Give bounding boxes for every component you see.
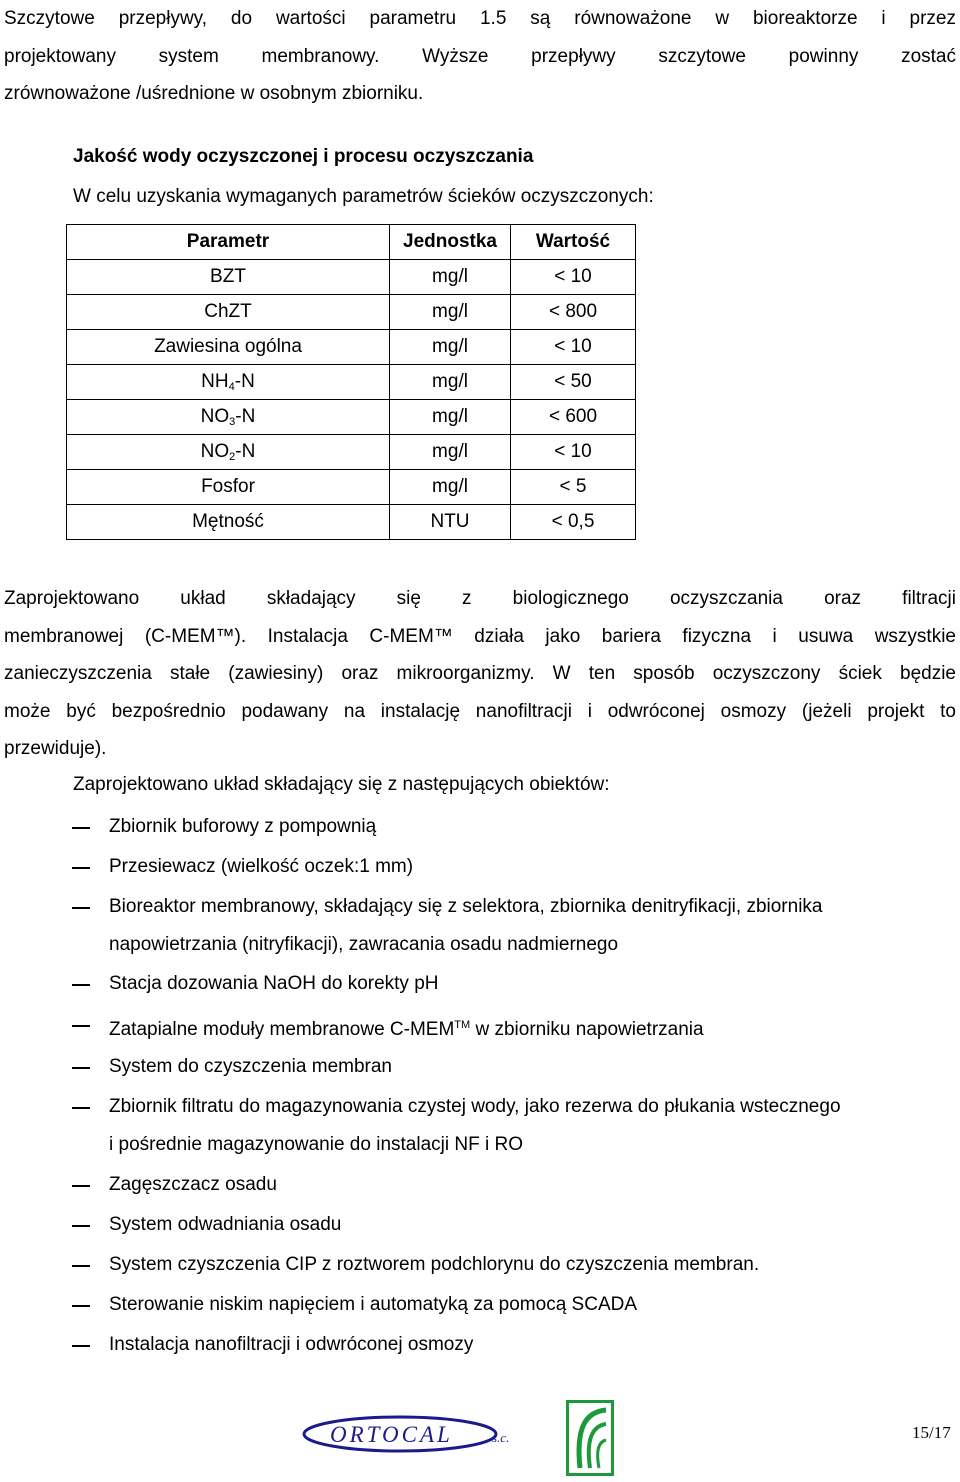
logo-wordmark: ORTOCAL xyxy=(330,1422,453,1447)
list-item xyxy=(109,1286,958,1324)
table-header-row xyxy=(67,225,636,260)
company-mark-icon xyxy=(566,1400,614,1482)
parameter-name: Zawiesina ogólna xyxy=(154,336,302,357)
list-item-line: Bioreaktor membranowy, składający się z selektora, zbiornika denitryfikacji, zbiornika xyxy=(109,896,823,917)
list-item xyxy=(109,1048,958,1086)
list-item-line: System czyszczenia CIP z roztworem podchlorynu do czyszczenia membran. xyxy=(109,1254,760,1275)
table-row xyxy=(67,435,636,470)
cell-parameter xyxy=(67,295,390,330)
list-dash-icon xyxy=(72,1345,90,1347)
list-item-line: i pośrednie magazynowanie do instalacji NF i RO xyxy=(109,1134,523,1155)
list-item-line: w zbiorniku napowietrzania xyxy=(470,1019,704,1040)
logo-suffix: s.c. xyxy=(492,1430,510,1445)
cell-parameter xyxy=(67,470,390,505)
table-row xyxy=(67,295,636,330)
table-row xyxy=(67,260,636,295)
header-unit: Jednostka xyxy=(390,225,511,260)
list-item-line: System do czyszczenia membran xyxy=(109,1056,392,1077)
list-intro: Zaprojektowano układ składający się z następujących obiektów: xyxy=(73,774,610,795)
section-heading: Jakość wody oczyszczonej i procesu oczyszczania xyxy=(73,146,534,167)
list-item-line: Instalacja nanofiltracji i odwróconej osmozy xyxy=(109,1334,474,1355)
list-item xyxy=(109,1006,958,1049)
cell-unit: mg/l xyxy=(390,435,511,470)
list-dash-icon xyxy=(72,1225,90,1227)
section-intro: W celu uzyskania wymaganych parametrów ścieków oczyszczonych: xyxy=(73,186,654,207)
cell-parameter xyxy=(67,260,390,295)
list-item xyxy=(109,965,958,1003)
list-dash-icon xyxy=(72,827,90,829)
list-item xyxy=(109,808,958,846)
list-item-line: System odwadniania osadu xyxy=(109,1214,342,1235)
paragraph-line: membranowej (C-MEM™). Instalacja C-MEM™ działa jako bariera fizyczna i usuwa wszystkie xyxy=(4,625,956,647)
parameter-name: ChZT xyxy=(204,301,252,322)
cell-value: < 600 xyxy=(511,400,636,435)
list-item-line: Sterowanie niskim napięciem i automatyką za pomocą SCADA xyxy=(109,1294,638,1315)
cell-unit: mg/l xyxy=(390,470,511,505)
list-item xyxy=(109,1246,958,1284)
parameter-subscript: 3 xyxy=(229,416,236,428)
paragraph-line: Szczytowe przepływy, do wartości parametru 1.5 są równoważone w bioreaktorze i przez xyxy=(4,8,956,29)
list-dash-icon xyxy=(72,1185,90,1187)
list-item-line: Zbiornik buforowy z pompownią xyxy=(109,816,377,837)
list-dash-icon xyxy=(72,1305,90,1307)
page-number: 15/17 xyxy=(912,1423,951,1442)
parameter-name: NO xyxy=(200,441,230,462)
cell-unit: mg/l xyxy=(390,260,511,295)
cell-value: < 0,5 xyxy=(511,505,636,540)
cell-parameter xyxy=(67,330,390,365)
paragraph-line: projektowany system membranowy. Wyższe przepływy szczytowe powinny zostać xyxy=(4,45,956,67)
list-item xyxy=(109,848,958,886)
list-item xyxy=(109,1166,958,1204)
parameter-suffix: -N xyxy=(235,441,256,462)
list-dash-icon xyxy=(72,907,90,909)
table-row xyxy=(67,330,636,365)
cell-unit: mg/l xyxy=(390,365,511,400)
cell-unit: mg/l xyxy=(390,330,511,365)
list-dash-icon xyxy=(72,984,90,986)
cell-value: < 10 xyxy=(511,260,636,295)
paragraph-line: zrównoważone /uśrednione w osobnym zbiorniku. xyxy=(4,83,424,104)
parameter-subscript: 2 xyxy=(229,451,236,463)
header-value: Wartość xyxy=(511,225,636,260)
cell-unit: mg/l xyxy=(390,400,511,435)
list-dash-icon xyxy=(72,1025,90,1027)
parameter-suffix: -N xyxy=(234,371,255,392)
list-item-line: napowietrzania (nitryfikacji), zawracania osadu nadmiernego xyxy=(109,934,619,955)
list-item-line: Zbiornik filtratu do magazynowania czystej wody, jako rezerwa do płukania wstecznego xyxy=(109,1096,841,1117)
cell-parameter xyxy=(67,435,390,470)
list-dash-icon xyxy=(72,1067,90,1069)
parameter-name: Mętność xyxy=(192,511,264,532)
cell-parameter xyxy=(67,400,390,435)
cell-value: < 10 xyxy=(511,330,636,365)
cell-unit: mg/l xyxy=(390,295,511,330)
list-item-line: Zagęszczacz osadu xyxy=(109,1174,277,1195)
ortocal-logo xyxy=(300,1413,530,1463)
list-item-line: Zatapialne moduły membranowe C-MEM xyxy=(109,1019,455,1040)
table-row xyxy=(67,470,636,505)
header-parameter: Parametr xyxy=(67,225,390,260)
list-dash-icon xyxy=(72,1107,90,1109)
paragraph-line: Zaprojektowano układ składający się z biologicznego oczyszczania oraz filtracji xyxy=(4,588,956,609)
cell-value: < 5 xyxy=(511,470,636,505)
list-item xyxy=(109,1206,958,1244)
list-item xyxy=(109,1326,958,1364)
parameters-table xyxy=(66,224,636,540)
list-item xyxy=(109,1088,958,1164)
parameter-suffix: -N xyxy=(235,406,256,427)
body-paragraph xyxy=(4,580,956,768)
paragraph-line: zanieczyszczenia stałe (zawiesiny) oraz mikroorganizmy. W ten sposób oczyszczony ściek będzie xyxy=(4,663,956,684)
list-dash-icon xyxy=(72,867,90,869)
trademark-superscript: TM xyxy=(454,1019,471,1031)
parameter-subscript: 4 xyxy=(228,381,235,393)
table-row xyxy=(67,505,636,540)
list-item-line: Stacja dozowania NaOH do korekty pH xyxy=(109,973,439,994)
list-item-line: Przesiewacz (wielkość oczek:1 mm) xyxy=(109,856,414,877)
list-dash-icon xyxy=(72,1265,90,1267)
cell-unit: NTU xyxy=(390,505,511,540)
cell-value: < 800 xyxy=(511,295,636,330)
paragraph-line: może być bezpośrednio podawany na instalację nanofiltracji i odwróconej osmozy (jeżeli projekt to xyxy=(4,700,956,722)
cell-parameter xyxy=(67,505,390,540)
top-paragraph xyxy=(4,0,956,113)
parameter-name: BZT xyxy=(210,266,246,287)
cell-value: < 10 xyxy=(511,435,636,470)
paragraph-line: przewiduje). xyxy=(4,738,107,759)
table-row xyxy=(67,400,636,435)
cell-value: < 50 xyxy=(511,365,636,400)
parameter-name: Fosfor xyxy=(201,476,255,497)
list-item xyxy=(109,888,958,964)
parameter-name: NH xyxy=(201,371,229,392)
table-row xyxy=(67,365,636,400)
cell-parameter xyxy=(67,365,390,400)
parameter-name: NO xyxy=(200,406,230,427)
